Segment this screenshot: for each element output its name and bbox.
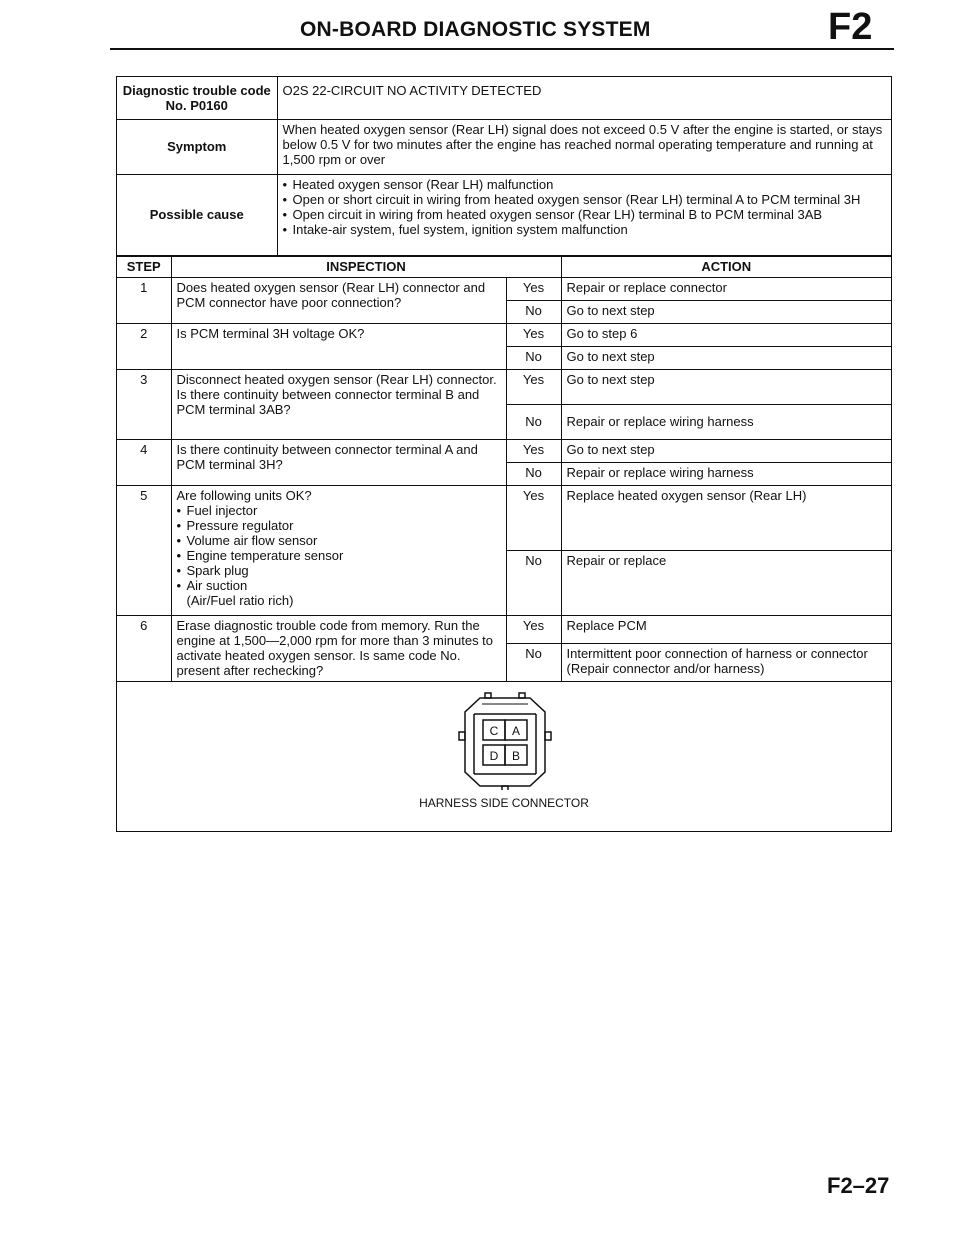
yes-label: Yes bbox=[506, 439, 561, 462]
step-number: 6 bbox=[117, 615, 171, 681]
harness-connector-diagram bbox=[450, 690, 560, 790]
cause-item: • Open circuit in wiring from heated oxygen sensor (Rear LH) terminal B to PCM terminal 3AB bbox=[283, 207, 887, 222]
unit-note: (Air/Fuel ratio rich) bbox=[186, 592, 294, 608]
no-action: Go to next step bbox=[561, 300, 891, 323]
step-inspection: Does heated oxygen sensor (Rear LH) connector and PCM connector have poor connection? bbox=[171, 277, 506, 323]
symptom-label: Symptom bbox=[117, 119, 277, 174]
unit-item: • Pressure regulator bbox=[177, 518, 501, 533]
yes-label: Yes bbox=[506, 615, 561, 643]
unit-item: • Air suction bbox=[177, 578, 501, 593]
step-number: 3 bbox=[117, 369, 171, 439]
unit-item: • Spark plug bbox=[177, 563, 501, 578]
terminal-d-label: D bbox=[489, 748, 499, 763]
unit-list bbox=[177, 503, 501, 593]
cause-item: • Intake-air system, fuel system, ignition system malfunction bbox=[283, 222, 887, 237]
page-number: F2–27 bbox=[827, 1173, 890, 1198]
yes-label: Yes bbox=[506, 323, 561, 346]
no-action: Repair or replace wiring harness bbox=[561, 404, 891, 439]
step-inspection bbox=[171, 369, 506, 439]
connector-diagram-cell bbox=[117, 681, 891, 828]
no-action: Repair or replace bbox=[561, 550, 891, 615]
step-inspection-line: Are following units OK? bbox=[176, 487, 312, 503]
no-label: No bbox=[506, 462, 561, 485]
section-code: F2 bbox=[828, 6, 873, 48]
step-inspection: Is PCM terminal 3H voltage OK? bbox=[171, 323, 506, 369]
no-action: Repair or replace wiring harness bbox=[561, 462, 891, 485]
unit-item: • Fuel injector bbox=[177, 503, 501, 518]
no-label: No bbox=[506, 404, 561, 439]
unit-item: • Engine temperature sensor bbox=[177, 548, 501, 563]
yes-action: Go to next step bbox=[561, 439, 891, 462]
yes-label: Yes bbox=[506, 277, 561, 300]
step-inspection-line: Disconnect heated oxygen sensor (Rear LH) connector. bbox=[176, 371, 497, 387]
step-number: 2 bbox=[117, 323, 171, 369]
cause-item: • Open or short circuit in wiring from heated oxygen sensor (Rear LH) terminal A to PCM terminal 3H bbox=[283, 192, 887, 207]
no-label: No bbox=[506, 346, 561, 369]
no-label: No bbox=[506, 300, 561, 323]
info-table bbox=[117, 77, 891, 256]
yes-label: Yes bbox=[506, 369, 561, 404]
step-number: 4 bbox=[117, 439, 171, 485]
no-label: No bbox=[506, 643, 561, 681]
no-action: Go to next step bbox=[561, 346, 891, 369]
step-inspection bbox=[171, 485, 506, 615]
step-inspection: Erase diagnostic trouble code from memory. Run the engine at 1,500—2,000 rpm for more than 3 minutes to activate heated oxygen sensor. Is same code No. present after rechecking? bbox=[171, 615, 506, 681]
dtc-value: O2S 22-CIRCUIT NO ACTIVITY DETECTED bbox=[277, 77, 891, 119]
step-inspection: Is there continuity between connector terminal A and PCM terminal 3H? bbox=[171, 439, 506, 485]
cause-list bbox=[283, 177, 887, 237]
yes-action: Go to next step bbox=[561, 369, 891, 404]
step-number: 5 bbox=[117, 485, 171, 615]
step-inspection-line: Is there continuity between connector terminal B and PCM terminal 3AB? bbox=[176, 386, 480, 417]
cause-list-cell bbox=[277, 174, 891, 255]
no-label: No bbox=[506, 550, 561, 615]
header-rule bbox=[110, 48, 894, 50]
no-action: Intermittent poor connection of harness or connector (Repair connector and/or harness) bbox=[561, 643, 891, 681]
header-inspection: INSPECTION bbox=[171, 256, 561, 277]
steps-table bbox=[117, 256, 891, 828]
cause-label: Possible cause bbox=[117, 174, 277, 255]
diagnostic-box bbox=[116, 76, 892, 832]
symptom-text: When heated oxygen sensor (Rear LH) signal does not exceed 0.5 V after the engine is started, or stays below 0.5 V for two minutes after the engine has reached normal operating temperature and running at 1,500 rpm or over bbox=[277, 119, 891, 174]
step-number: 1 bbox=[117, 277, 171, 323]
yes-action: Replace PCM bbox=[561, 615, 891, 643]
terminal-a-label: A bbox=[511, 723, 521, 738]
yes-action: Go to step 6 bbox=[561, 323, 891, 346]
yes-label: Yes bbox=[506, 485, 561, 550]
page-title: ON-BOARD DIAGNOSTIC SYSTEM bbox=[300, 18, 651, 41]
header-action: ACTION bbox=[561, 256, 891, 277]
header-step: STEP bbox=[117, 256, 171, 277]
cause-item: • Heated oxygen sensor (Rear LH) malfunction bbox=[283, 177, 887, 192]
unit-item: • Volume air flow sensor bbox=[177, 533, 501, 548]
yes-action: Repair or replace connector bbox=[561, 277, 891, 300]
connector-caption: HARNESS SIDE CONNECTOR bbox=[419, 795, 589, 810]
terminal-b-label: B bbox=[511, 748, 521, 763]
dtc-label: Diagnostic trouble code No. P0160 bbox=[117, 77, 277, 119]
yes-action: Replace heated oxygen sensor (Rear LH) bbox=[561, 485, 891, 550]
terminal-c-label: C bbox=[489, 723, 499, 738]
